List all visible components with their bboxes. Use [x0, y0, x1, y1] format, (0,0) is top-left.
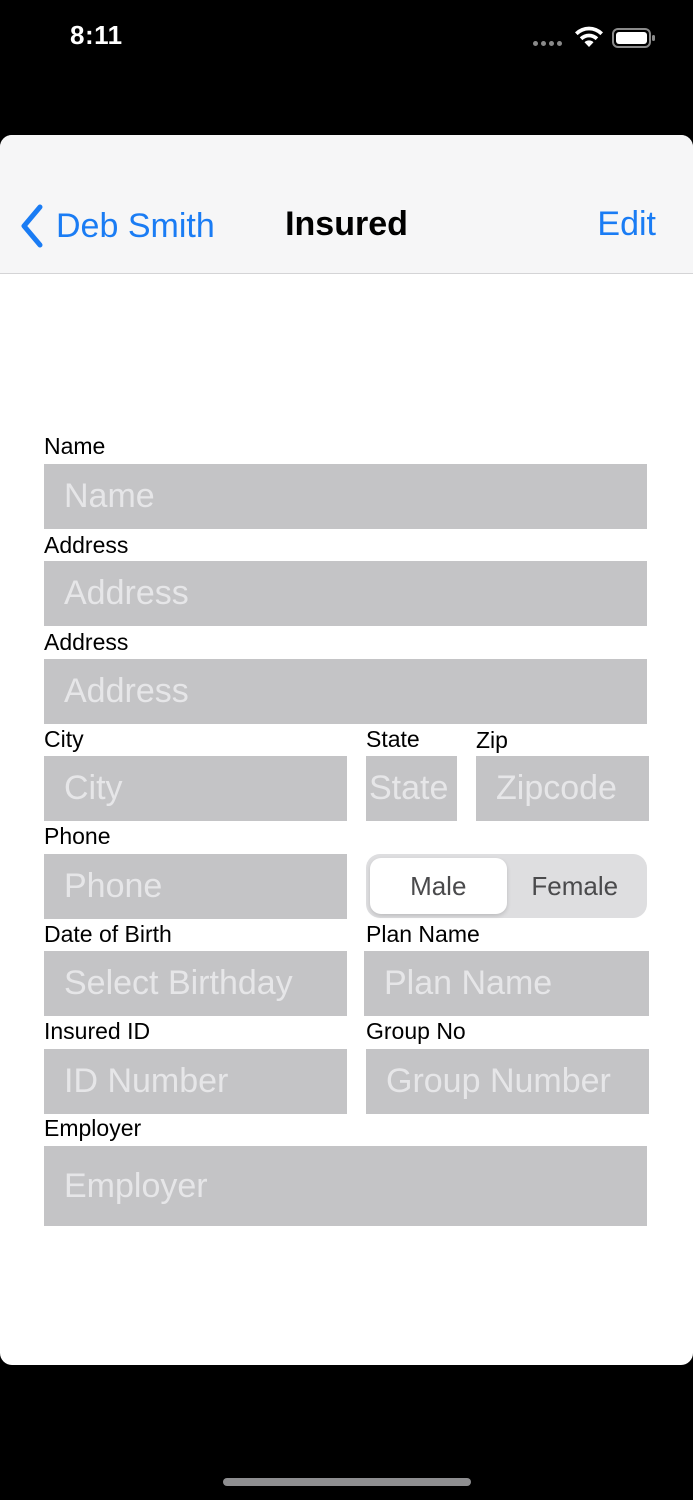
- status-time: 8:11: [70, 20, 123, 50]
- address-line1-input[interactable]: [44, 561, 647, 626]
- page-title: Insured: [285, 205, 408, 243]
- group-number-label: Group No: [366, 1018, 466, 1044]
- cellular-signal-icon: [533, 41, 565, 47]
- name-input[interactable]: [44, 464, 647, 529]
- edit-button[interactable]: Edit: [597, 205, 656, 243]
- city-label: City: [44, 726, 84, 752]
- navigation-bar: [0, 135, 693, 274]
- date-of-birth-label: Date of Birth: [44, 921, 172, 947]
- state-label: State: [366, 726, 420, 752]
- insured-sheet: [0, 135, 693, 1365]
- home-indicator[interactable]: [223, 1478, 471, 1486]
- status-bar: [0, 0, 693, 80]
- gender-option-female[interactable]: Female: [531, 870, 619, 901]
- plan-name-label: Plan Name: [366, 921, 480, 947]
- address-line2-label: Address: [44, 629, 129, 655]
- name-label: Name: [44, 433, 106, 459]
- wifi-icon: [573, 25, 605, 49]
- back-button-label: Deb Smith: [56, 206, 215, 245]
- zip-label: Zip: [476, 727, 508, 753]
- plan-name-input[interactable]: [364, 951, 649, 1016]
- address-line2-input[interactable]: [44, 659, 647, 724]
- phone-label: Phone: [44, 823, 111, 849]
- battery-icon: [612, 28, 656, 48]
- insured-id-label: Insured ID: [44, 1018, 151, 1044]
- insured-id-input[interactable]: [44, 1049, 347, 1114]
- city-input[interactable]: [44, 756, 347, 821]
- address-line1-label: Address: [44, 532, 129, 558]
- group-number-input[interactable]: [366, 1049, 649, 1114]
- employer-input[interactable]: [44, 1146, 647, 1226]
- phone-input[interactable]: [44, 854, 347, 919]
- state-input[interactable]: [366, 756, 457, 821]
- employer-label: Employer: [44, 1115, 142, 1141]
- gender-segmented-control: [366, 854, 647, 918]
- zip-input[interactable]: [476, 756, 649, 821]
- date-of-birth-input[interactable]: [44, 951, 347, 1016]
- gender-option-male[interactable]: Male: [370, 858, 507, 914]
